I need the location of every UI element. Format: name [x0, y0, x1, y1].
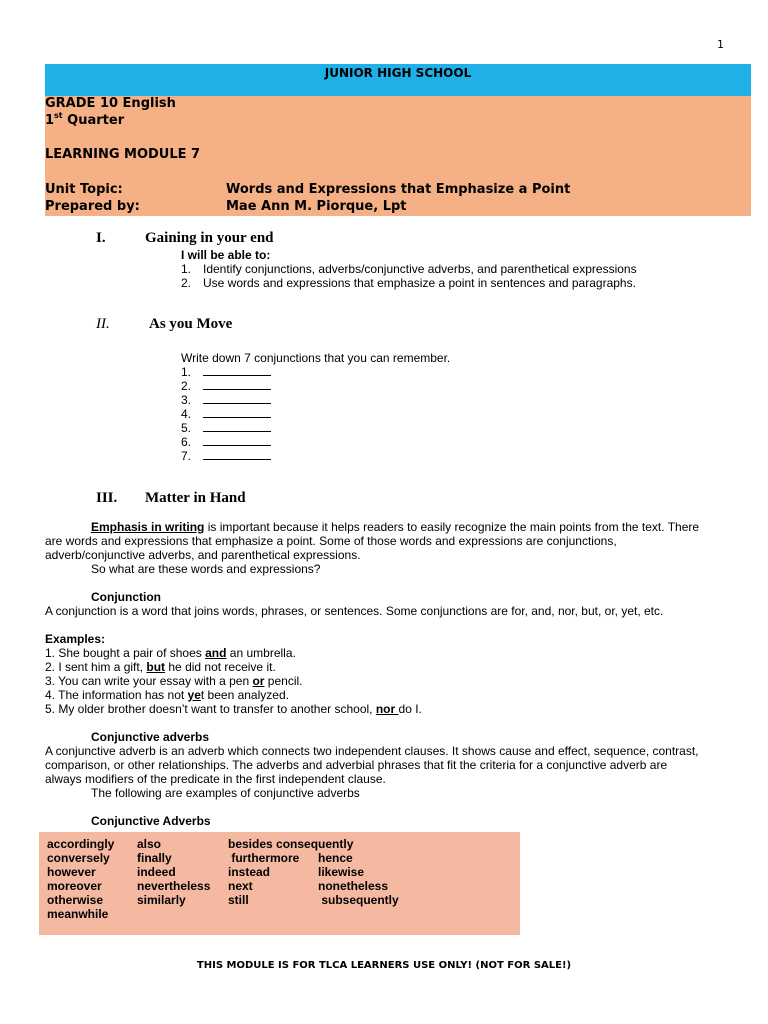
table-cell: nonetheless — [318, 879, 389, 893]
unit-topic-value: Words and Expressions that Emphasize a Point — [226, 182, 571, 197]
school-banner — [45, 64, 751, 96]
table-cell: instead — [228, 865, 271, 879]
table-cell: hence — [318, 851, 353, 865]
conjunction-heading: Conjunction — [91, 590, 161, 604]
conjunctive-adverbs-heading: Conjunctive adverbs — [91, 730, 210, 744]
table-cell: still — [228, 893, 249, 907]
table-cell: also — [137, 837, 162, 851]
quarter-label: 1st Quarter — [45, 111, 125, 128]
table-cell: indeed — [137, 865, 176, 879]
prepared-by-label: Prepared by: — [45, 199, 140, 214]
conjunctive-adverbs-table — [39, 832, 520, 935]
module-label: LEARNING MODULE 7 — [45, 147, 201, 162]
conjunction-instruction: Write down 7 conjunctions that you can remember. — [181, 351, 451, 365]
blank-line[interactable]: 7. — [181, 449, 271, 463]
footer-notice: THIS MODULE IS FOR TLCA LEARNERS USE ONLY! (NOT FOR SALE!) — [196, 960, 572, 971]
table-cell: similarly — [137, 893, 186, 907]
module-info-block — [45, 96, 751, 216]
list-item: 2. I sent him a gift, but he did not receive it. — [45, 660, 276, 674]
blank-line[interactable]: 6. — [181, 435, 271, 449]
objectives-list — [181, 262, 637, 290]
unit-topic-label: Unit Topic: — [45, 182, 123, 197]
blank-line[interactable]: 1. — [181, 365, 271, 379]
table-cell: likewise — [318, 865, 365, 879]
list-item: 3. You can write your essay with a pen or pencil. — [45, 674, 303, 688]
list-item: 1. Identify conjunctions, adverbs/conjunctive adverbs, and parenthetical expressions — [181, 262, 637, 276]
table-heading: Conjunctive Adverbs — [91, 814, 211, 828]
page-number: 1 — [717, 38, 724, 51]
blank-line[interactable]: 5. — [181, 421, 271, 435]
list-item: 4. The information has not yet been analyzed. — [45, 688, 289, 702]
section-1-heading: I. Gaining in your end — [96, 230, 274, 246]
table-cell: furthermore — [228, 851, 300, 865]
emphasis-term: Emphasis in writing — [91, 520, 205, 534]
section-3-heading: III. Matter in Hand — [96, 490, 246, 506]
table-cell: besides consequently — [228, 837, 354, 851]
blank-line[interactable]: 4. — [181, 407, 271, 421]
conjunction-definition: A conjunction is a word that joins words, phrases, or sentences. Some conjunctions are for, and, nor, but, or, yet, etc. — [45, 604, 664, 618]
table-cell: meanwhile — [47, 907, 109, 921]
examples-heading: Examples: — [45, 632, 106, 646]
blank-list — [181, 365, 271, 463]
grade-label: GRADE 10 English — [45, 96, 176, 111]
school-title: JUNIOR HIGH SCHOOL — [324, 66, 472, 80]
section-2-heading: II. As you Move — [96, 316, 233, 332]
emphasis-paragraph: Emphasis in writing is important because it helps readers to easily recognize the main points from the text. There are words and expressions that emphasize a point. Some of those words and expressions are conjunctions, adverb/conjunctive adverbs, and parenthetical expressions. So what are these words and expressions? — [45, 520, 700, 576]
table-cell: accordingly — [47, 837, 115, 851]
table-cell: nevertheless — [137, 879, 211, 893]
examples-list — [45, 646, 422, 716]
list-item: 2. Use words and expressions that emphasize a point in sentences and paragraphs. — [181, 276, 636, 290]
conjunctive-adverbs-paragraph: A conjunctive adverb is an adverb which connects two independent clauses. It shows cause and effect, sequence, contrast, comparison, or other relationships. The adverbs and adverbial phrases that fit the criteria for a conjunctive adverb are always modifiers of the predicate in the first independent clause. The following are examples of conjunctive adverbs — [45, 744, 699, 800]
table-cell: moreover — [47, 879, 102, 893]
list-item: 5. My older brother doesn’t want to transfer to another school, nor do I. — [45, 702, 422, 716]
list-item: 1. She bought a pair of shoes and an umbrella. — [45, 646, 296, 660]
table-cell: finally — [137, 851, 172, 865]
table-cell: otherwise — [47, 893, 104, 907]
table-cell: next — [228, 879, 253, 893]
table-cell: subsequently — [318, 893, 399, 907]
table-cell: however — [47, 865, 96, 879]
blank-line[interactable]: 2. — [181, 379, 271, 393]
objectives-subtitle: I will be able to: — [181, 248, 271, 262]
table-cell: conversely — [47, 851, 110, 865]
prepared-by-value: Mae Ann M. Piorque, Lpt — [226, 199, 407, 214]
blank-line[interactable]: 3. — [181, 393, 271, 407]
